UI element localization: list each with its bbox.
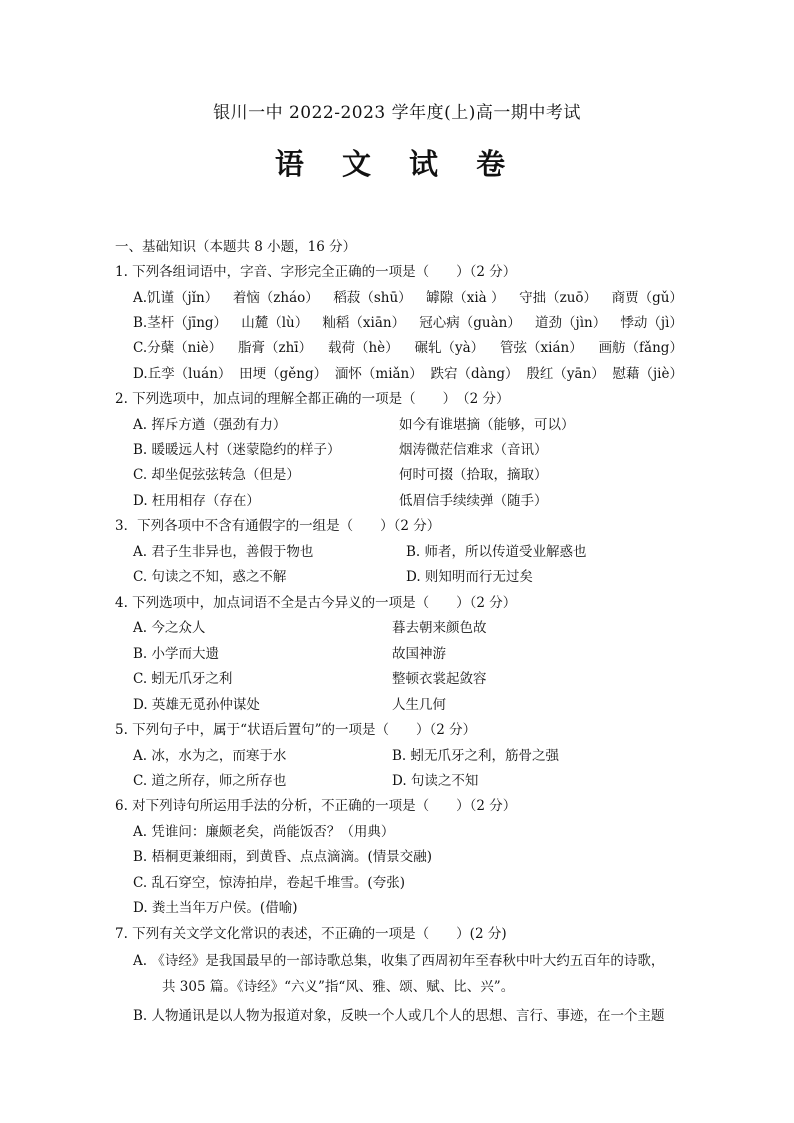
- question-4-stem: 4. 下列选项中，加点词语不全是古今异义的一项是（ ）（2 分）: [115, 595, 517, 611]
- word-item: 殷红（yān）: [526, 366, 605, 382]
- question-4-option-b-left: B. 小学而大遗: [133, 646, 220, 662]
- question-3-option-c: C. 句读之不知，惑之不解: [133, 569, 287, 585]
- word-item: 守拙（zuō）: [519, 290, 598, 306]
- question-1-option-b: [133, 313, 683, 333]
- question-3-option-b: B. 师者，所以传道受业解惑也: [406, 544, 587, 560]
- word-item: 跌宕（dàng）: [430, 366, 519, 382]
- word-item: 管弦（xián）: [500, 340, 583, 356]
- question-2-option-d-left: D. 枉用相存（存在）: [133, 493, 260, 509]
- word-item: 慰藉（jiè）: [612, 366, 683, 382]
- question-2-option-a-right: 如今有谁堪摘（能够，可以）: [399, 417, 575, 433]
- question-2-option-b-right: 烟涛微茫信难求（音讯）: [399, 442, 548, 458]
- section-heading: 一、基础知识（本题共 8 小题，16 分）: [115, 239, 357, 255]
- word-item: 商贾（gǔ）: [611, 290, 683, 306]
- question-4-option-b-right: 故国神游: [392, 646, 446, 662]
- question-2-option-c-left: C. 却坐促弦弦转急（但是）: [133, 467, 300, 483]
- question-5-option-b: B. 蚓无爪牙之利，筋骨之强: [392, 748, 560, 764]
- question-3-option-d: D. 则知明而行无过矣: [406, 569, 533, 585]
- question-1-option-c: [133, 338, 683, 358]
- word-item: 画舫（fǎng）: [598, 340, 683, 356]
- question-1-option-a: [133, 288, 683, 308]
- word-item: 载荷（hè）: [327, 340, 399, 356]
- question-4-option-d-right: 人生几何: [392, 697, 446, 713]
- question-5-stem: 5. 下列句子中，属于“状语后置句”的一项是（ ）（2 分）: [115, 722, 477, 738]
- word-item: 悸动（jì）: [620, 315, 683, 331]
- question-6-option-a: A. 凭谁问：廉颇老矣，尚能饭否？（用典）: [133, 824, 395, 840]
- question-4-option-c-right: 整顿衣裳起敛容: [392, 671, 487, 687]
- word-item: 田埂（gěng）: [239, 366, 328, 382]
- question-2-option-a-left: A. 挥斥方遒（强劲有力）: [133, 417, 287, 433]
- word-item: 冠心病（guàn）: [419, 315, 521, 331]
- word-item: B.茎杆（jīng）: [133, 315, 228, 331]
- word-item: 脂膏（zhī）: [238, 340, 313, 356]
- word-item: 道劲（jìn）: [535, 315, 607, 331]
- question-4-option-a-left: A. 今之众人: [133, 620, 206, 636]
- word-item: 山麓（lù）: [241, 315, 309, 331]
- word-item: 碾轧（yà）: [414, 340, 485, 356]
- question-3-stem: 3．下列各项中不含有通假字的一组是（ ）（2 分）: [115, 518, 441, 534]
- paper-title: 语 文 试 卷: [274, 147, 520, 181]
- question-5-option-a: A. 冰，水为之，而寒于水: [133, 748, 287, 764]
- word-item: 着恼（zháo）: [232, 290, 319, 306]
- question-2-option-d-right: 低眉信手续续弹（随手）: [399, 493, 548, 509]
- question-6-option-d: D. 粪土当年万户侯。(借喻): [133, 900, 298, 916]
- word-item: D.丘孪（luán）: [133, 366, 232, 382]
- question-7-option-b-line-1: B. 人物通讯是以人物为报道对象，反映一个人或几个人的思想、言行、事迹，在一个主题: [133, 1008, 665, 1024]
- question-6-option-c: C. 乱石穿空，惊涛拍岸，卷起千堆雪。(夸张): [133, 875, 405, 891]
- question-7-option-a-line-1: A. 《诗经》是我国最早的一部诗歌总集，收集了西周初年至春秋中叶大约五百年的诗歌，: [133, 953, 665, 969]
- question-4-option-c-left: C. 蚓无爪牙之利: [133, 671, 233, 687]
- word-item: 籼稻（xiān）: [322, 315, 406, 331]
- question-7-stem: 7. 下列有关文学文化常识的表述，不正确的一项是（ ）(2 分): [115, 926, 507, 942]
- word-item: 湎怀（miǎn）: [334, 366, 423, 382]
- question-4-option-a-right: 暮去朝来颜色故: [392, 620, 487, 636]
- question-2-option-b-left: B. 暖暖远人村（迷蒙隐约的样子）: [133, 442, 341, 458]
- word-item: A.饥谨（jǐn）: [133, 290, 219, 306]
- question-3-option-a: A. 君子生非异也，善假于物也: [133, 544, 314, 560]
- question-5-option-c: C. 道之所存，师之所存也: [133, 773, 287, 789]
- word-item: 罅隙（xià ）: [426, 290, 505, 306]
- school-title: 银川一中 2022-2023 学年度(上)高一期中考试: [213, 103, 581, 123]
- question-2-option-c-right: 何时可掇（拾取，摘取）: [399, 467, 548, 483]
- question-4-option-d-left: D. 英雄无觅孙仲谋处: [133, 697, 260, 713]
- word-item: 稻菽（shū）: [333, 290, 412, 306]
- word-item: C.分蘖（niè）: [133, 340, 223, 356]
- question-6-stem: 6. 对下列诗句所运用手法的分析，不正确的一项是（ ）（2 分）: [115, 798, 517, 814]
- question-6-option-b: B. 梧桐更兼细雨，到黄昏、点点滴滴。(情景交融): [133, 849, 433, 865]
- question-7-option-a-line-2: 共 305 篇。《诗经》“六义”指“风、雅、颂、赋、比、兴”。: [162, 979, 515, 995]
- question-1-stem: 1. 下列各组词语中，字音、字形完全正确的一项是（ ）（2 分）: [115, 264, 517, 280]
- question-1-option-d: [133, 364, 683, 384]
- question-5-option-d: D. 句读之不知: [392, 773, 479, 789]
- question-2-stem: 2. 下列选项中，加点词的理解全都正确的一项是（ ） （2 分）: [115, 391, 510, 407]
